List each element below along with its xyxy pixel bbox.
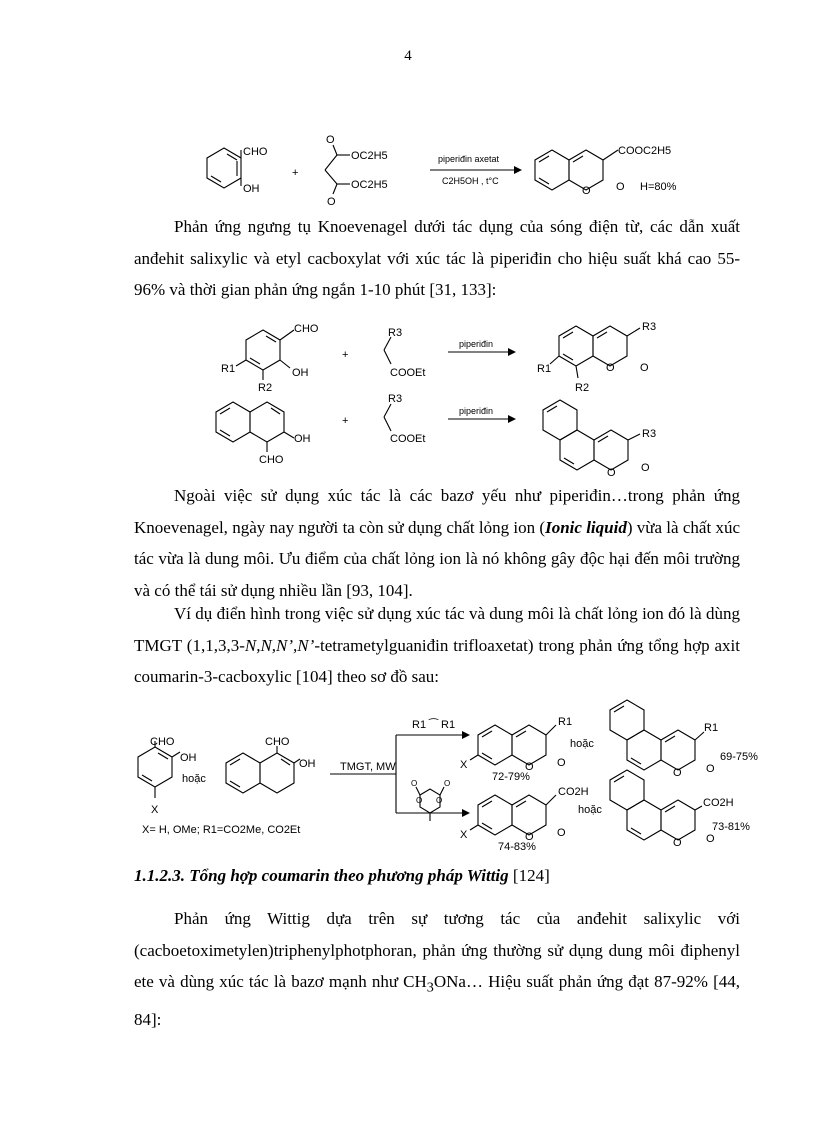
structure-label: 69-75% [720, 751, 758, 763]
structure-label: 72-79% [492, 771, 530, 783]
structure-label: 73-81% [712, 821, 750, 833]
structure-label: + [342, 349, 349, 361]
structure-label: X [151, 804, 159, 816]
structure-label: CO2H [703, 797, 734, 809]
structure-label: O [673, 837, 682, 849]
x-salicylaldehyde-structure [138, 741, 180, 798]
structure-label: O [327, 196, 336, 208]
structure-label: piperiđin [459, 339, 494, 349]
structure-label: O [706, 833, 715, 845]
structure-label: TMGT, MW [340, 761, 396, 773]
structure-label: X [460, 829, 468, 841]
structure-label: X= H, OMe; R1=CO2Me, CO2Et [142, 824, 301, 836]
structure-label: O [557, 827, 566, 839]
paragraph-1: Phản ứng ngưng tụ Knoevenagel dưới tác dụng của sóng điện từ, các dẫn xuất anđehit salixylic và etyl cacboxylat với xúc tác là piperiđin cho hiệu suất khá cao 55-96% và thời gian phản ứng ngắn 1-10 phút [31, 133]: [134, 217, 740, 299]
structure-label: O [525, 761, 534, 773]
structure-label: R3 [388, 327, 403, 339]
structure-label: O [582, 185, 591, 197]
structure-label: CHO [150, 736, 175, 748]
structure-label: CHO [294, 323, 319, 335]
structure-label: CHO [259, 454, 284, 466]
paragraph-3: Ví dụ điển hình trong việc sử dụng xúc tác và dung môi là chất lỏng ion đó là dùng TMGT (1,1,3,3-N,N,N’,N’-tetrametylguaniđin trifloaxetat) trong phản ứng tổng hợp axit coumarin-3-cacboxylic [104] theo sơ đồ sau: [134, 604, 740, 686]
structure-label: CHO [243, 146, 268, 158]
coumarin-ester-structure [470, 725, 556, 765]
benzocoumarin-acid-structure [610, 770, 702, 840]
structure-label: O [640, 362, 649, 374]
page-number: 4 [404, 48, 412, 64]
section-heading: 1.1.2.3. Tổng hợp coumarin theo phương pháp Wittig [124] [134, 866, 550, 885]
structure-label: COOEt [390, 367, 426, 379]
structure-label: R1 [537, 363, 552, 375]
structure-label: R2 [258, 382, 273, 394]
structure-label: O [616, 181, 625, 193]
structure-label: piperiđin axetat [438, 154, 500, 164]
coumarin-acid-structure [470, 795, 556, 835]
structure-label: O [411, 779, 418, 788]
structure-label: hoặc [578, 804, 602, 816]
structure-label: OC2H5 [351, 150, 388, 162]
structure-label: O [525, 831, 534, 843]
structure-label: hoặc [182, 773, 206, 785]
structure-label: X [460, 759, 468, 771]
paragraph-2: Ngoài việc sử dụng xúc tác là các bazơ yếu như piperiđin…trong phản ứng Knoevenagel, ngày nay người ta còn sử dụng chất lỏng ion (Ionic liquid) vừa là chất xúc tác vừa là dung môi. Ưu điểm của chất lỏng ion là nó không gây độc hại đến môi trường và có thể tái sử dụng nhiều lần [93, 104]. [134, 486, 740, 600]
structure-label: R3 [642, 321, 657, 333]
structure-label: R1 [558, 716, 573, 728]
structure-label: R1 [704, 722, 719, 734]
structure-label: COOEt [390, 433, 426, 445]
structure-label: COOC2H5 [618, 145, 672, 157]
structure-label: O [607, 467, 616, 479]
structure-label: O [641, 462, 650, 474]
structure-label: O [436, 796, 443, 805]
structure-label: 74-83% [498, 841, 536, 853]
structure-label: O [606, 362, 615, 374]
structure-label: OH [292, 367, 309, 379]
structure-label: R3 [388, 393, 403, 405]
structure-label: OH [180, 752, 197, 764]
structure-label: CHO [265, 736, 290, 748]
structure-label: O [673, 767, 682, 779]
structure-label: R1 ⁀ R1 [412, 719, 456, 731]
structure-label: O [326, 134, 335, 146]
structure-label: R3 [642, 428, 657, 440]
structure-label: O [557, 757, 566, 769]
structure-label: O [706, 763, 715, 775]
structure-label: R2 [575, 382, 590, 394]
structure-label: C2H5OH , t°C [442, 176, 499, 186]
structure-label: OH [294, 433, 311, 445]
benzocoumarin-ester-structure [610, 700, 704, 770]
naphthaldehyde-structure [226, 746, 300, 793]
structure-label: piperiđin [459, 406, 494, 416]
structure-label: + [342, 415, 349, 427]
structure-label: CO2H [558, 786, 589, 798]
paragraph-4: Phản ứng Wittig dựa trên sự tương tác của anđehit salixylic với (cacboetoximetylen)triphenylphotphoran, phản ứng thường sử dụng dung môi điphenyl ete và dùng xúc tác là bazơ mạnh như $CH_3ONa\dots$ Hiệu suất phản ứng đạt 87-92% [44, 84]: [134, 909, 740, 1029]
structure-label: H=80% [640, 181, 677, 193]
structure-label: hoặc [570, 738, 594, 750]
structure-label: OC2H5 [351, 179, 388, 191]
structure-label: O [444, 779, 451, 788]
structure-label: OH [243, 183, 260, 195]
structure-label: R1 [221, 363, 236, 375]
structure-label: + [292, 167, 299, 179]
structure-label: O [416, 796, 423, 805]
structure-label: OH [299, 758, 316, 770]
